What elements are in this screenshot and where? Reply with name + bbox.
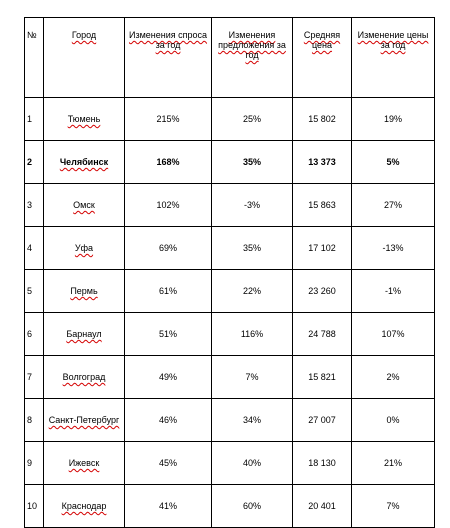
- row-supply-change: 35%: [212, 141, 293, 184]
- row-city-label: Ижевск: [68, 458, 100, 468]
- table-row: [25, 485, 435, 528]
- row-city: [44, 313, 125, 356]
- row-city: [44, 98, 125, 141]
- row-number: 3: [25, 184, 44, 227]
- row-city-label: Тюмень: [67, 114, 101, 124]
- row-average-price: 13 373: [293, 141, 352, 184]
- table-row: [25, 184, 435, 227]
- row-number: 2: [25, 141, 44, 184]
- row-demand-change: 41%: [125, 485, 212, 528]
- header-average-price: [293, 18, 352, 98]
- header-row: [25, 18, 435, 98]
- row-price-change: 19%: [352, 98, 435, 141]
- row-demand-change: 46%: [125, 399, 212, 442]
- row-price-change: -1%: [352, 270, 435, 313]
- row-demand-change: 69%: [125, 227, 212, 270]
- row-average-price: 27 007: [293, 399, 352, 442]
- row-city: [44, 442, 125, 485]
- row-city: [44, 141, 125, 184]
- row-average-price: 23 260: [293, 270, 352, 313]
- row-price-change: 107%: [352, 313, 435, 356]
- row-average-price: 18 130: [293, 442, 352, 485]
- row-average-price: 20 401: [293, 485, 352, 528]
- row-city-label: Уфа: [74, 243, 94, 253]
- row-number: 8: [25, 399, 44, 442]
- row-average-price: 17 102: [293, 227, 352, 270]
- table-row: [25, 356, 435, 399]
- row-supply-change: 22%: [212, 270, 293, 313]
- row-supply-change: 34%: [212, 399, 293, 442]
- row-demand-change: 168%: [125, 141, 212, 184]
- row-average-price: 15 863: [293, 184, 352, 227]
- table-row: [25, 313, 435, 356]
- row-city: [44, 356, 125, 399]
- header-average-price-label: Средняя цена: [303, 30, 341, 50]
- row-city-label: Омск: [73, 200, 95, 210]
- row-number: 7: [25, 356, 44, 399]
- row-city-label: Челябинск: [59, 157, 109, 167]
- row-supply-change: 35%: [212, 227, 293, 270]
- row-demand-change: 102%: [125, 184, 212, 227]
- row-supply-change: 116%: [212, 313, 293, 356]
- row-price-change: 0%: [352, 399, 435, 442]
- header-price-change-label: Изменение цены за год: [357, 30, 429, 50]
- row-demand-change: 45%: [125, 442, 212, 485]
- row-demand-change: 61%: [125, 270, 212, 313]
- row-price-change: -13%: [352, 227, 435, 270]
- row-city: [44, 227, 125, 270]
- row-number: 10: [25, 485, 44, 528]
- table-row: [25, 270, 435, 313]
- row-price-change: 7%: [352, 485, 435, 528]
- row-demand-change: 51%: [125, 313, 212, 356]
- row-city-label: Краснодар: [61, 501, 107, 511]
- row-price-change: 21%: [352, 442, 435, 485]
- table-row: [25, 227, 435, 270]
- row-supply-change: -3%: [212, 184, 293, 227]
- header-supply-change-label: Изменения предложения за год: [218, 30, 286, 60]
- row-supply-change: 60%: [212, 485, 293, 528]
- row-demand-change: 49%: [125, 356, 212, 399]
- header-supply-change: [212, 18, 293, 98]
- row-price-change: 2%: [352, 356, 435, 399]
- row-city-label: Волгоград: [62, 372, 106, 382]
- row-city-label: Пермь: [70, 286, 98, 296]
- row-demand-change: 215%: [125, 98, 212, 141]
- row-supply-change: 25%: [212, 98, 293, 141]
- header-number: №: [25, 18, 44, 98]
- row-city-label: Барнаул: [66, 329, 102, 339]
- row-number: 1: [25, 98, 44, 141]
- header-price-change: [352, 18, 435, 98]
- header-city: [44, 18, 125, 98]
- row-average-price: 15 821: [293, 356, 352, 399]
- row-city-label: Санкт-Петербург: [48, 415, 120, 425]
- header-demand-change: [125, 18, 212, 98]
- row-number: 5: [25, 270, 44, 313]
- row-supply-change: 7%: [212, 356, 293, 399]
- row-number: 4: [25, 227, 44, 270]
- table-row: [25, 399, 435, 442]
- row-city: [44, 270, 125, 313]
- table-row: [25, 98, 435, 141]
- row-number: 9: [25, 442, 44, 485]
- row-city: [44, 184, 125, 227]
- row-price-change: 27%: [352, 184, 435, 227]
- row-city: [44, 399, 125, 442]
- table-body: [25, 98, 435, 528]
- table-row: [25, 442, 435, 485]
- row-number: 6: [25, 313, 44, 356]
- city-statistics-table: [24, 17, 435, 528]
- header-demand-change-label: Изменения спроса за год: [128, 30, 208, 50]
- row-price-change: 5%: [352, 141, 435, 184]
- table-row: [25, 141, 435, 184]
- row-supply-change: 40%: [212, 442, 293, 485]
- row-average-price: 24 788: [293, 313, 352, 356]
- row-city: [44, 485, 125, 528]
- header-city-label: Город: [71, 30, 97, 40]
- row-average-price: 15 802: [293, 98, 352, 141]
